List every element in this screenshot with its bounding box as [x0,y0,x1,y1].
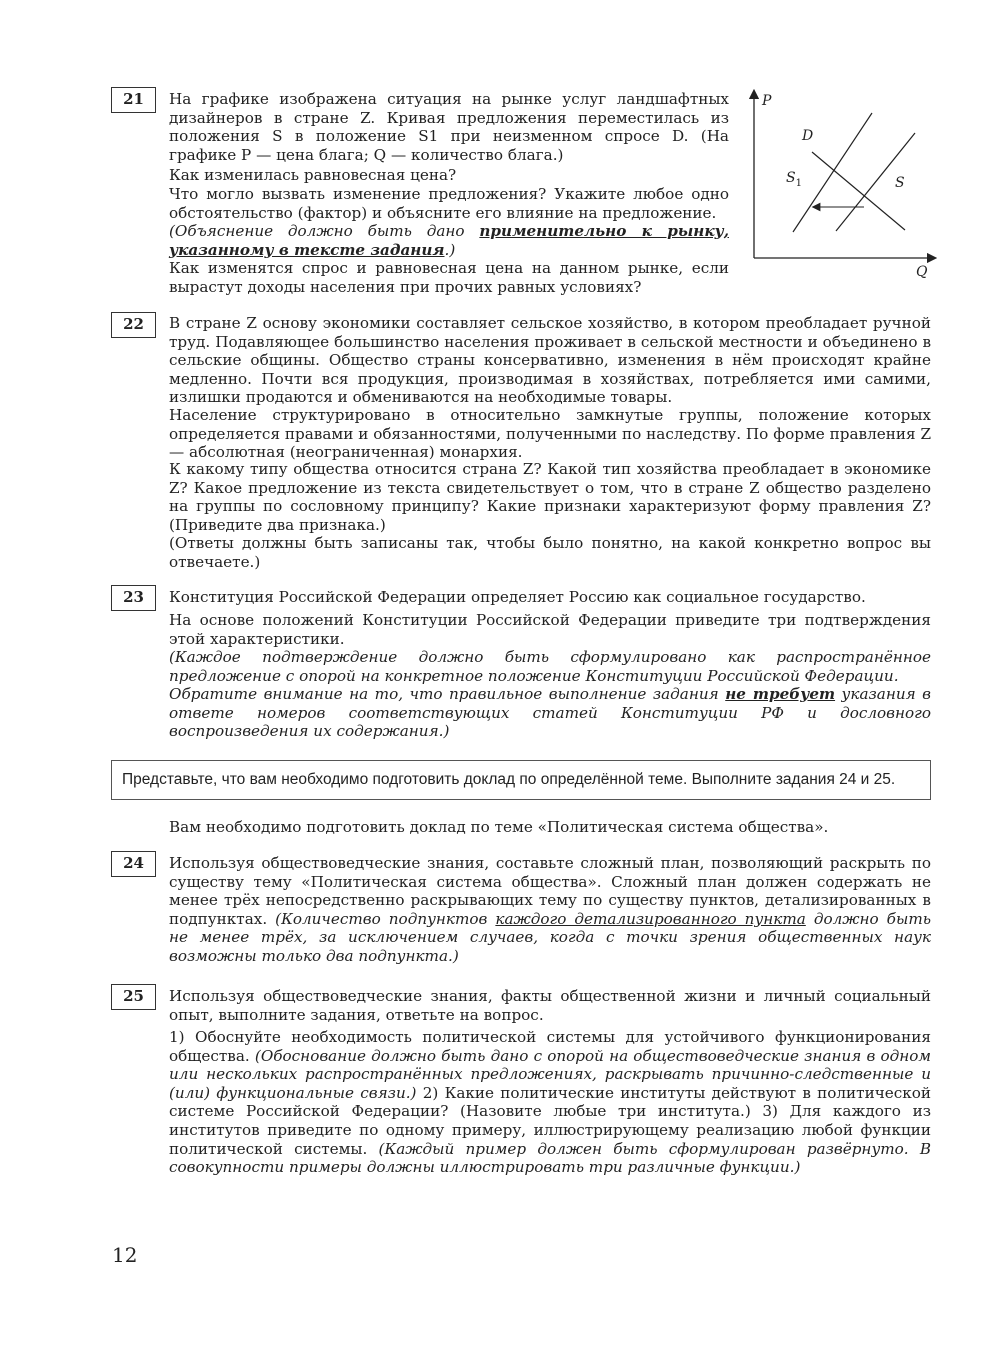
axis-label-p: P [762,93,772,109]
task22-p3: К какому типу общества относится страна Z? Какой тип хозяйства преобладает в экономике Z? Какое предложение из текста свидетельствует о том, что в стране Z общество разделено на группы по сословному принципу? Какие признаки характеризуют форму правления Z? (Приведите два признака.) [169,460,931,534]
task21-question2: Что могло вызвать изменение предложения? Укажите любое одно обстоятельство (фактор) и объясните его влияние на предложение. [169,185,729,222]
label-s1: $S_1$ [786,170,802,189]
task23-p1: Конституция Российской Федерации определяет Россию как социальное государство. [169,588,866,606]
task21-intro: На графике изображена ситуация на рынке услуг ландшафтных дизайнеров в стране Z. Кривая предложения переместилась из положения S в положение S1 при неизменном спросе D. (На графике P — цена блага; Q — количество блага.) [169,90,729,164]
task-number-21: 21 [111,87,156,113]
task21-note [169,222,729,259]
task25-p2 [169,1028,931,1177]
task21-note-emphasis: применительно к рынку, указанному в тексте задания [169,222,729,259]
task-number-24: 24 [111,851,156,877]
task25-part2: 2) Какие политические институты действуют в политической системе Российской Федерации? (Назовите любые три института.) 3) Для каждого из институтов приведите по одному примеру, иллюстрирующему реализацию любой функции политической системы. [169,1083,932,1158]
task-number-25: 25 [111,984,156,1010]
task22-p1: В стране Z основу экономики составляет сельское хозяйство, в котором преобладает ручной труд. Подавляющее большинство населения проживает в сельской местности и объединено в сельские общины. Общество страны консервативно, изменения в нём происходят крайне медленно. Почти вся продукция, производимая в хозяйствах, потребляется ими самими, излишки продаются и обмениваются на необходимые товары. [169,314,931,407]
task24-text [169,854,931,966]
task-number-22: 22 [111,312,156,338]
task-number-23: 23 [111,585,156,611]
task21-note-end: .) [444,240,456,259]
task24-main: Используя обществоведческие знания, составьте сложный план, позволяющий раскрыть по существу тему «Политическая система общества». Сложный план должен содержать не менее трёх непосредственно раскрывающих тему по существу пунктов, детализированных в подпунктах. [169,854,931,928]
label-d: D [802,128,814,144]
task21-question3: Как изменятся спрос и равновесная цена на данном рынке, если вырастут доходы населения при прочих равных условиях? [169,259,729,296]
task23-p4 [169,685,931,741]
task25-part2-note: (Каждый пример должен быть сформулирован развёрнуто. В совокупности примеры должны иллюстрировать три различные функции.) [169,1139,931,1177]
task21-note-start: (Объяснение должно быть дано [169,222,480,240]
supply-demand-graph [740,88,940,280]
task22-p2: Население структурировано в относительно замкнутые группы, положение которых определяется правами и обязанностями, полученными по наследству. По форме правления Z — абсолютная (неограниченная) монархия. [169,406,931,462]
task23-p3: (Каждое подтверждение должно быть сформулировано как распространённое предложение с опорой на конкретное положение Конституции Российской Федерации. [169,648,931,685]
task21-question1: Как изменилась равновесная цена? [169,166,457,184]
task24-note-start: (Количество подпунктов [275,909,496,928]
demand-curve [812,152,905,230]
task24-note-end: должно быть не менее трёх, за исключением случаев, когда с точки зрения общественных наук возможны только два подпункта.) [169,909,931,965]
axis-label-q: Q [916,264,928,280]
report-topic: Вам необходимо подготовить доклад по теме «Политическая система общества». [169,818,829,836]
task25-p1: Используя обществоведческие знания, факты общественной жизни и личный социальный опыт, выполните задания, ответьте на вопрос. [169,987,931,1024]
task24-note-emphasis: каждого детализированного пункта [495,909,806,928]
task23-p4-emphasis: не требует [725,685,836,703]
label-s: S [895,175,905,191]
task22-p4: (Ответы должны быть записаны так, чтобы было понятно, на какой конкретно вопрос вы отвечаете.) [169,534,931,571]
task23-p4-end: указания в ответе номеров соответствующих статей Конституции РФ и дословного воспроизведения их содержания.) [169,685,932,741]
page-number: 12 [112,1243,138,1267]
task25-part1-note: (Обоснование должно быть дано с опорой на обществоведческие знания в одном или нескольких распространённых предложениях, раскрывать причинно-следственные и (или) функциональные связи.) [169,1046,931,1102]
instruction-notice: Представьте, что вам необходимо подготовить доклад по определённой теме. Выполните задания 24 и 25. [111,760,931,800]
task25-part1: 1) Обоснуйте необходимость политической системы для устойчивого функционирования общества. [169,1028,931,1065]
task23-p2: На основе положений Конституции Российской Федерации приведите три подтверждения этой характеристики. [169,611,931,648]
task23-p4-start: Обратите внимание на то, что правильное выполнение задания [169,685,726,703]
